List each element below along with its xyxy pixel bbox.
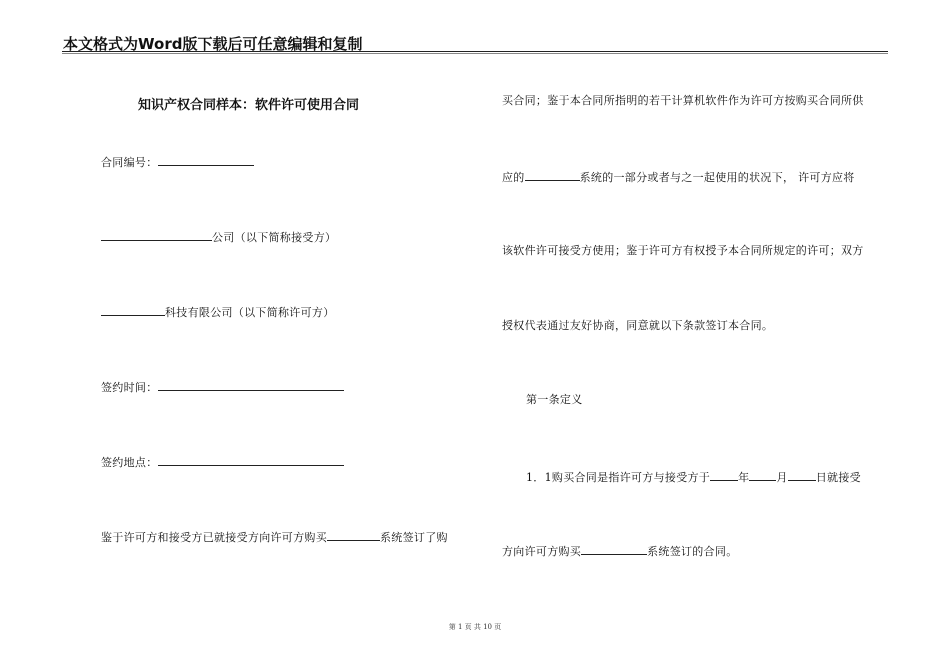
recital-line-2: 买合同；鉴于本合同所指明的若干计算机软件作为许可方按购买合同所供 — [502, 94, 864, 107]
contract-number-line — [101, 154, 254, 170]
year-label: 年 — [738, 471, 750, 484]
licensor-name-blank — [101, 304, 165, 316]
licensee-line — [101, 229, 336, 245]
header-text: 本文格式为Word版下载后可任意编辑和复制 — [63, 35, 363, 53]
contract-number-label: 合同编号： — [101, 156, 158, 169]
clause-1-1-line-1 — [526, 469, 861, 485]
system-name-blank — [327, 529, 380, 541]
article-1-heading: 第一条定义 — [526, 393, 583, 406]
system-name-blank-3 — [581, 543, 647, 555]
clause-1-1-line-2 — [502, 543, 738, 559]
recital-line-4: 该软件许可接受方使用；鉴于许可方有权授予本合同所规定的许可；双方 — [502, 244, 864, 257]
sign-time-blank — [158, 379, 344, 391]
clause-1-1-text-a: 1．1购买合同是指许可方与接受方于 — [526, 471, 711, 484]
recital-line-3 — [502, 169, 855, 185]
sign-place-line — [101, 454, 344, 470]
contract-number-blank — [158, 154, 254, 166]
recital-text-a: 鉴于许可方和接受方已就接受方向许可方购买 — [101, 531, 327, 544]
recital-line-3-b: 系统的一部分或者与之一起使用的状况下， 许可方应将 — [579, 171, 855, 184]
licensee-suffix: 公司（以下简称接受方） — [212, 231, 337, 244]
recital-line-5: 授权代表通过友好协商，同意就以下条款签订本合同。 — [502, 319, 774, 332]
month-blank — [749, 469, 776, 481]
clause-1-1-line-2-b: 系统签订的合同。 — [647, 545, 738, 558]
page-footer: 第 1 页 共 10 页 — [448, 623, 502, 631]
licensee-name-blank — [101, 229, 212, 241]
clause-1-1-line-2-a: 方向许可方购买 — [502, 545, 582, 558]
clause-1-1-text-b: 日就接受 — [815, 471, 861, 484]
sign-place-label: 签约地点： — [101, 456, 158, 469]
document-title: 知识产权合同样本：软件许可使用合同 — [138, 98, 360, 113]
system-name-blank-2 — [525, 169, 580, 181]
licensor-line — [101, 304, 335, 320]
year-blank — [710, 469, 738, 481]
recital-text-b: 系统签订了购 — [380, 531, 448, 544]
header-rule — [62, 51, 888, 52]
month-label: 月 — [776, 471, 788, 484]
sign-place-blank — [158, 454, 344, 466]
licensor-suffix: 科技有限公司（以下简称许可方） — [165, 306, 335, 319]
recital-line-3-a: 应的 — [502, 171, 525, 184]
day-blank — [788, 469, 816, 481]
sign-time-line — [101, 379, 344, 395]
recital-line-1 — [101, 529, 448, 545]
sign-time-label: 签约时间： — [101, 381, 158, 394]
header-rule-secondary — [62, 53, 888, 54]
